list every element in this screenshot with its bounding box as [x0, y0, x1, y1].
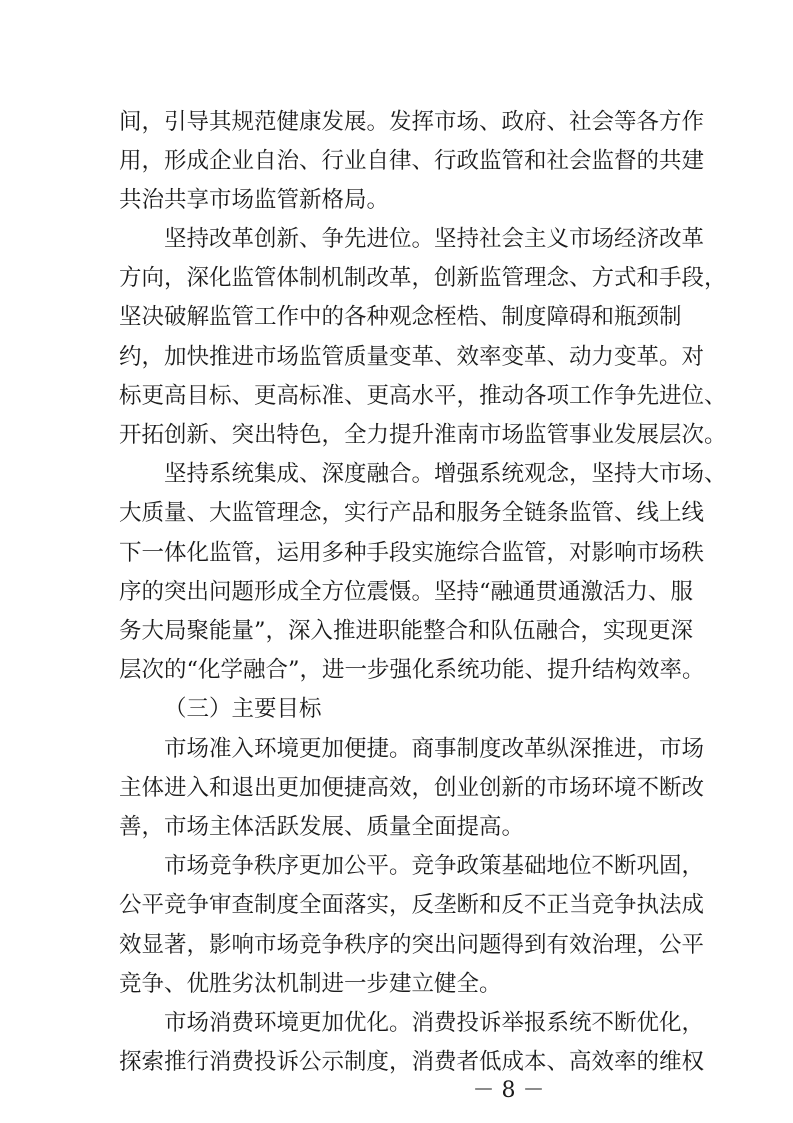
section-heading: （三）主要目标	[164, 696, 322, 722]
text-line: 层次的“化学融合”，进一步强化系统功能、提升结构效率。	[119, 657, 705, 683]
text-line: 序的突出问题形成全方位震慑。坚持“融通贯通激活力、服	[119, 579, 694, 605]
text-line: 约，加快推进市场监管质量变革、效率变革、动力变革。对	[119, 344, 705, 370]
principle-heading-line: 坚持改革创新、争先进位。坚持社会主义市场经济改革	[164, 226, 705, 252]
text-line: 善，市场主体活跃发展、质量全面提高。	[119, 814, 525, 840]
text-line: 方向，深化监管体制机制改革，创新监管理念、方式和手段，	[119, 265, 727, 291]
principle-heading-line: 坚持系统集成、深度融合。增强系统观念，坚持大市场、	[164, 461, 727, 487]
goal-heading-line: 市场消费环境更加优化。消费投诉举报系统不断优化，	[164, 1010, 705, 1036]
text-line: 开拓创新、突出特色，全力提升淮南市场监管事业发展层次。	[119, 422, 727, 448]
text-line: 公平竞争审查制度全面落实，反垄断和反不正当竞争执法成	[119, 892, 705, 918]
text-line: 主体进入和退出更加便捷高效，创业创新的市场环境不断改	[119, 775, 705, 801]
goal-heading-line: 市场准入环境更加便捷。商事制度改革纵深推进，市场	[164, 736, 705, 762]
text-line: 共治共享市场监管新格局。	[119, 187, 390, 213]
text-line: 标更高目标、更高标准、更高水平，推动各项工作争先进位、	[119, 383, 727, 409]
page-number: － 8 －	[472, 1078, 545, 1103]
text-line: 下一体化监管，运用多种手段实施综合监管，对影响市场秩	[119, 540, 705, 566]
text-line: 间，引导其规范健康发展。发挥市场、政府、社会等各方作	[119, 109, 705, 135]
text-line: 竞争、优胜劣汰机制进一步建立健全。	[119, 971, 502, 997]
text-line: 务大局聚能量”，深入推进职能整合和队伍融合，实现更深	[119, 618, 694, 644]
text-line: 效显著，影响市场竞争秩序的突出问题得到有效治理，公平	[119, 932, 705, 958]
goal-heading-line: 市场竞争秩序更加公平。竞争政策基础地位不断巩固，	[164, 853, 705, 879]
text-line: 大质量、大监管理念，实行产品和服务全链条监管、线上线	[119, 500, 705, 526]
text-line: 用，形成企业自治、行业自律、行政监管和社会监督的共建	[119, 148, 705, 174]
text-line: 坚决破解监管工作中的各种观念桎梏、制度障碍和瓶颈制	[119, 304, 682, 330]
text-line: 探索推行消费投诉公示制度，消费者低成本、高效率的维权	[119, 1049, 705, 1075]
